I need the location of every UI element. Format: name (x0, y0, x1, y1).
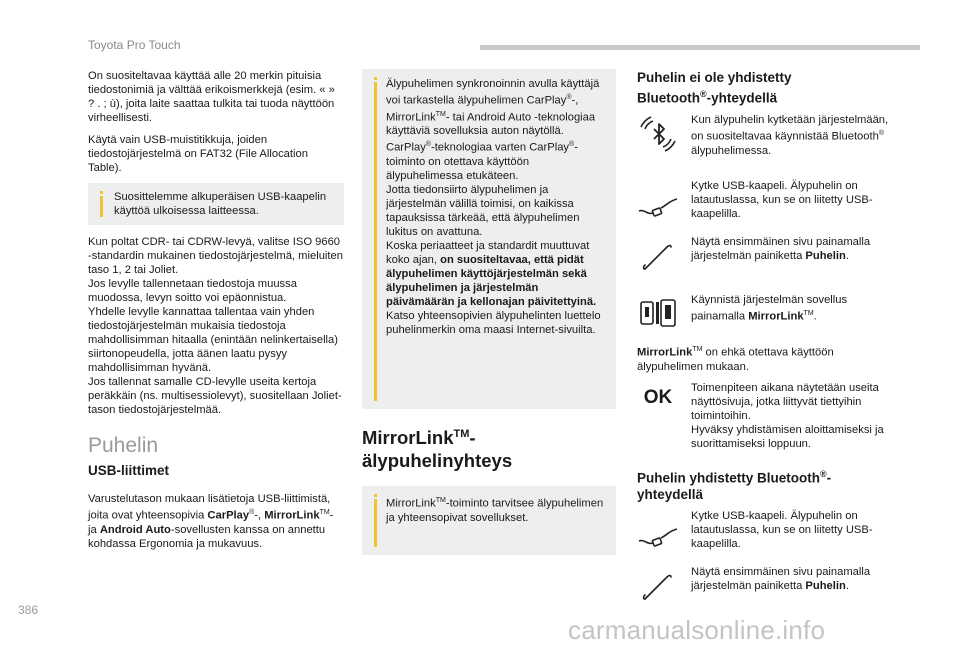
usb-cable-icon (637, 515, 679, 557)
heading-mirrorlink (362, 423, 616, 472)
note-a: MirrorLink (637, 346, 693, 359)
sync-tm: TM (435, 110, 446, 118)
section-title-puhelin: Puhelin (88, 434, 159, 457)
usb-android: Android Auto (99, 523, 171, 536)
r4-c: . (813, 310, 817, 323)
sync-c: - tai Android Auto -teknologiaa käyttäviä sovelluksia auton näytöllä. CarPlay (386, 111, 596, 155)
usb-text-a: Varustelutason mukaan lisätietoja USB-liittimistä, joita ovat yhteensopivia (88, 493, 331, 522)
sync-d: -teknologiaa varten CarPlay (430, 142, 570, 155)
paragraph-fat32: Käytä vain USB-muistitikkuja, joiden tiedostojärjestelmä on FAT32 (File Allocation Table). (88, 134, 308, 174)
usb-reg: ® (249, 509, 255, 516)
r4-tm: TM (803, 310, 814, 317)
sync-g-text: Koska periaatteet ja standardit muuttuvat koko ajan, (386, 240, 590, 267)
paragraph-cdr: Kun poltat CDR- tai CDRW-levyä, valitse ISO 9660 -standardin mukainen tiedostojärjestelmä, mieluiten taso 1, 2 tai Joliet. (88, 236, 343, 276)
sync-g (386, 239, 606, 309)
paragraph-cdr-c: Yhdelle levylle kannattaa tallentaa vain yhden tiedostojärjestelmän mukaisia tiedostoja mahdollisimman hitaalla (enintään nelinkertaisella) siirtonopeudella, jotta äänen laatu pysyy mahdollisimman hyvänä. (88, 306, 338, 374)
usb-tm: TM (319, 509, 330, 516)
paragraph-usb (88, 492, 344, 551)
info-icon (374, 499, 377, 547)
running-header: Toyota Pro Touch (88, 38, 181, 52)
r1-b: älypuhelimessa. (691, 144, 772, 157)
r7-b: Puhelin (805, 580, 846, 592)
bluetooth-slash-icon (637, 113, 679, 155)
h1-reg: ® (700, 89, 707, 99)
r7-a: Näytä ensimmäinen sivu painamalla järjestelmän painiketta (691, 566, 871, 592)
info-sync-text (386, 77, 606, 183)
step-usb-text-2: Kytke USB-kaapeli. Älypuhelin on latautuslassa, kun se on liitetty USB-kaapelilla. (691, 510, 873, 550)
mirror-title-b: - (469, 427, 476, 449)
step-phone-text-2 (691, 565, 891, 593)
h2-b: - (826, 470, 832, 486)
mirror-info-b: -toiminto tarvitsee älypuhelimen ja yhteensopivat sovellukset. (386, 497, 604, 524)
usb-carplay: CarPlay (207, 509, 250, 522)
step-bluetooth-text (691, 113, 891, 158)
header-bar (480, 45, 920, 50)
heading-not-connected (637, 70, 877, 107)
note-b: on ehkä otettava käyttöön älypuhelimen mukaan. (637, 346, 834, 373)
step-mirrorlink-text (691, 293, 891, 324)
mirror-info-a: MirrorLink (386, 497, 436, 510)
mirror-title-c: älypuhelinyhteys (362, 450, 513, 472)
r5-b: Hyväksy yhdistämisen aloittamiseksi ja suorittamiseksi loppuun. (691, 424, 884, 450)
h2-a: Puhelin yhdistetty Bluetooth (637, 470, 821, 486)
phone-handset-icon (637, 235, 679, 277)
paragraph-filenames: On suositeltavaa käyttää alle 20 merkin pituisia tiedostonimiä ja välttää erikoismerkkejä (esim. « » ? . ; ù), joita laite saattaa tulkita tai tuoda näyttöön virheellisesti. (88, 70, 335, 124)
sync-a: Älypuhelimen synkronoinnin avulla käyttäjä voi tarkastella älypuhelimen CarPlay (386, 78, 600, 107)
info-icon-dot (100, 191, 103, 194)
note-mirrorlink (637, 343, 887, 374)
paragraph-cdr-d: Jos tallennat samalle CD-levylle useita kertoja peräkkäin (ns. multisessiolevyt), suositellaan Joliet-tason tiedostojärjestelmää. (88, 376, 342, 416)
info-box-sync (362, 69, 616, 409)
info-box-usb-cable (88, 183, 344, 225)
step-ok-text (691, 381, 891, 451)
sync-b: -, MirrorLink (386, 94, 579, 124)
r1-a: Kun älypuhelin kytketään järjestelmään, on suositeltavaa käynnistää Bluetooth (691, 114, 889, 143)
usb-text-d: -sovellusten kanssa on annettu kohdassa Ergonomia ja mukavuus. (88, 523, 326, 550)
phone-handset-icon (637, 565, 679, 607)
r3-a: Näytä ensimmäinen sivu painamalla järjestelmän painiketta (691, 236, 871, 262)
r7-c: . (845, 580, 849, 592)
mirror-info-tm: TM (435, 497, 446, 505)
mirror-title-tm: TM (453, 428, 470, 440)
watermark: carmanualsonline.info (568, 615, 826, 645)
usb-cable-icon (637, 185, 679, 227)
sync-e: -toiminto on otettava käyttöön älypuhelimessa etukäteen. (386, 142, 578, 183)
h2-c: yhteydellä (637, 486, 704, 502)
mirror-title-a: MirrorLink (362, 427, 454, 449)
r1-reg: ® (878, 130, 884, 137)
r4-a: Käynnistä järjestelmän sovellus painamalla (691, 294, 848, 323)
r3-c: . (845, 250, 849, 262)
h2-reg: ® (820, 469, 827, 479)
usb-text-b: -, (254, 509, 265, 522)
sync-reg: ® (566, 94, 572, 101)
paragraph-cdr-b: Jos levylle tallennetaan tiedostoja muussa muodossa, levyn soitto voi epäonnistua. (88, 278, 297, 304)
sync-reg2: ® (425, 141, 431, 149)
sync-g-bold: on suositeltavaa, että pidät älypuhelimen käyttöjärjestelmän sekä älypuhelimen ja järjestelmän päivämäärän ja kellonajan päivitettyinä. (386, 254, 597, 309)
usb-mirrorlink: MirrorLink (264, 509, 320, 522)
sync-reg3: ® (569, 141, 575, 149)
step-usb-text: Kytke USB-kaapeli. Älypuhelin on latautuslassa, kun se on liitetty USB-kaapelilla. (691, 180, 873, 220)
heading-connected (637, 466, 897, 503)
ok-icon: OK (643, 387, 673, 408)
info-icon-dot (374, 494, 377, 497)
column-left (88, 69, 344, 559)
mirrorlink-icon (637, 293, 679, 335)
info-box-mirrorlink (362, 486, 616, 555)
r5-a: Toimenpiteen aikana näytetään useita näyttösivuja, jotka liittyvät tiettyihin toimintoihin. (691, 382, 879, 422)
info-icon (374, 82, 377, 401)
column-middle (362, 69, 616, 555)
usb-text-c: - ja (88, 509, 334, 536)
h1-c: -yhteydellä (706, 90, 778, 106)
info-icon-dot (374, 77, 377, 80)
info-text: Suosittelemme alkuperäisen USB-kaapelin käyttöä ulkoisessa laitteessa. (114, 191, 327, 217)
r3-b: Puhelin (805, 250, 846, 262)
step-phone-text (691, 235, 891, 263)
r4-b: MirrorLink (748, 310, 804, 323)
sync-f: Jotta tiedonsiirto älypuhelimen ja järjestelmän välillä toimisi, on kaikissa tapauksissa tärkeää, että älypuhelimen lukitus on avattuna. (386, 184, 580, 239)
page-number: 386 (18, 603, 39, 617)
note-tm: TM (692, 346, 703, 353)
h1-a: Puhelin ei ole yhdistetty (637, 70, 792, 85)
sync-h: Katso yhteensopivien älypuhelinten luettelo puhelinmerkin oma maasi Internet-sivuilta. (386, 310, 601, 337)
heading-usb: USB-liittimet (88, 463, 169, 478)
h1-b: Bluetooth (637, 90, 700, 106)
info-icon (100, 196, 103, 217)
